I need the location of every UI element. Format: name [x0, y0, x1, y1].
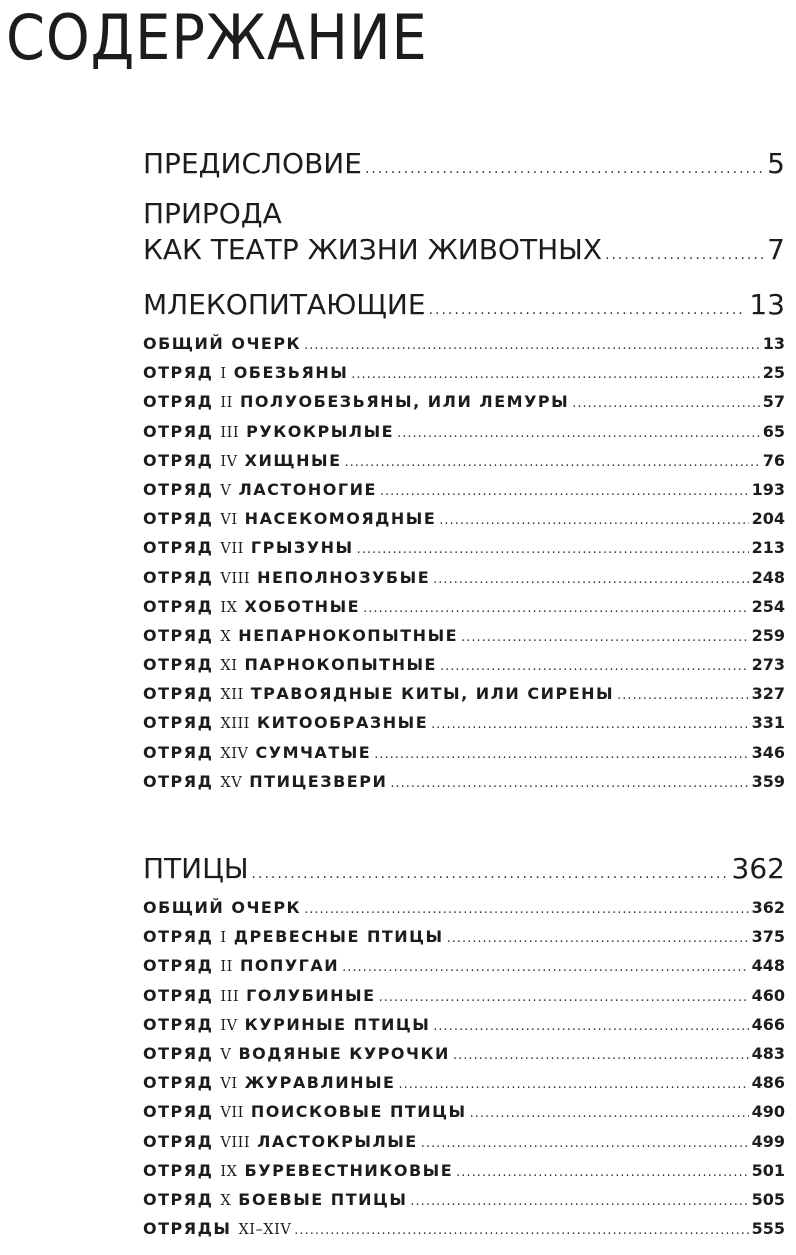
order-prefix: ОТРЯД: [143, 363, 214, 383]
order-roman-numeral: II: [220, 395, 233, 412]
toc-page-number: 259: [751, 625, 785, 645]
dot-leader: [304, 331, 760, 360]
toc-entry-label: МЛЕКОПИТАЮЩИЕ: [143, 288, 426, 321]
order-prefix: ОТРЯД: [143, 1189, 214, 1209]
toc-page-number: 25: [762, 363, 785, 383]
order-roman-numeral: X: [220, 628, 232, 645]
order-prefix: ОТРЯД: [143, 479, 214, 499]
dot-leader: [342, 953, 748, 982]
toc-entry-order[interactable]: [143, 738, 785, 767]
toc-entry-order[interactable]: [143, 893, 785, 922]
toc-page-number: 5: [767, 147, 785, 180]
toc-entry-order[interactable]: [143, 475, 785, 504]
toc-entry-preface[interactable]: [143, 146, 785, 182]
toc-entry-label: [143, 1127, 418, 1158]
dot-leader: [351, 360, 759, 389]
toc-entry-label: [143, 951, 339, 982]
dot-leader: [429, 292, 747, 328]
toc-page-number: 248: [751, 567, 785, 587]
toc-page-number: 254: [751, 596, 785, 616]
toc-entry-order[interactable]: [143, 358, 785, 387]
toc-entry-label: [143, 621, 458, 652]
dot-leader: [363, 594, 749, 623]
dot-leader: [440, 652, 749, 681]
order-name: ЛАСТОКРЫЛЫЕ: [257, 1131, 418, 1151]
toc-page-number: 375: [751, 927, 785, 947]
order-name: ПОПУГАИ: [239, 956, 340, 976]
order-roman-numeral: VI: [220, 512, 238, 529]
toc-entry-label: [143, 417, 394, 448]
toc-entry-label: [143, 738, 371, 769]
toc-entry-label: [143, 679, 614, 710]
order-name: ПОИСКОВЫЕ ПТИЦЫ: [250, 1102, 467, 1122]
toc-entry-label: [143, 708, 428, 739]
dot-leader: [433, 565, 748, 594]
order-roman-numeral: VII: [220, 1105, 244, 1122]
order-prefix: ОБЩИЙ ОЧЕРК: [143, 334, 302, 353]
order-roman-numeral: VIII: [220, 570, 251, 587]
dot-leader: [345, 448, 760, 477]
toc-entry-label: [143, 533, 354, 564]
order-roman-numeral: VII: [220, 541, 244, 558]
order-name: НАСЕКОМОЯДНЫЕ: [244, 509, 437, 529]
order-prefix: ОТРЯД: [143, 392, 214, 412]
toc-entry-label: [143, 1097, 467, 1128]
toc-entry-order[interactable]: [143, 650, 785, 679]
order-prefix: ОТРЯД: [143, 1073, 214, 1093]
order-roman-numeral: IX: [220, 1163, 238, 1180]
order-roman-numeral: X: [220, 1192, 232, 1209]
toc-entry-order[interactable]: [143, 1097, 785, 1126]
toc-page-number: 273: [751, 655, 785, 675]
order-prefix: ОТРЯД: [143, 538, 214, 558]
order-name: ГОЛУБИНЫЕ: [246, 985, 376, 1005]
dot-leader: [605, 237, 764, 273]
toc-entry-order[interactable]: [143, 563, 785, 592]
order-name: ПАРНОКОПЫТНЫЕ: [244, 655, 437, 675]
toc-page-number: 362: [751, 898, 785, 917]
toc-entry-order[interactable]: [143, 1127, 785, 1156]
toc-entry-order[interactable]: [143, 679, 785, 708]
dot-leader: [433, 1012, 748, 1041]
toc-entry-order[interactable]: [143, 981, 785, 1010]
toc-page-number: 57: [762, 392, 785, 412]
order-prefix: ОТРЯДЫ: [143, 1219, 232, 1239]
dot-leader: [397, 419, 760, 448]
dot-leader: [470, 1099, 749, 1128]
order-name: ТРАВОЯДНЫЕ КИТЫ, ИЛИ СИРЕНЫ: [250, 684, 615, 704]
order-name: ДРЕВЕСНЫЕ ПТИЦЫ: [233, 927, 444, 947]
order-name: ХОБОТНЫЕ: [244, 596, 361, 616]
order-roman-numeral: I: [220, 366, 227, 383]
dot-leader: [447, 924, 749, 953]
toc-mammals-list: [143, 329, 785, 796]
order-prefix: ОТРЯД: [143, 625, 214, 645]
order-prefix: ОТРЯД: [143, 655, 214, 675]
toc-entry-order[interactable]: [143, 951, 785, 980]
dot-leader: [431, 710, 748, 739]
order-prefix: ОТРЯД: [143, 421, 214, 441]
order-roman-numeral: XV: [220, 774, 243, 791]
order-prefix: ОБЩИЙ ОЧЕРК: [143, 898, 302, 917]
order-prefix: ОТРЯД: [143, 985, 214, 1005]
order-prefix: ОТРЯД: [143, 567, 214, 587]
toc-entry-mammals[interactable]: [143, 287, 785, 323]
order-prefix: ОТРЯД: [143, 1160, 214, 1180]
order-name: ХИЩНЫЕ: [244, 450, 342, 470]
dot-leader: [461, 623, 749, 652]
toc-entry-order[interactable]: [143, 592, 785, 621]
dot-leader: [572, 389, 760, 418]
toc-page-number: 490: [751, 1102, 785, 1122]
order-name: ЖУРАВЛИНЫЕ: [244, 1073, 396, 1093]
toc-page-number: 499: [751, 1131, 785, 1151]
toc-page-number: 204: [751, 509, 785, 529]
dot-leader: [390, 769, 748, 798]
dot-leader: [294, 1216, 748, 1245]
dot-leader: [357, 535, 749, 564]
dot-leader: [380, 477, 749, 506]
dot-leader: [379, 983, 749, 1012]
toc-entry-nature[interactable]: [143, 232, 785, 268]
toc-entry-label: [143, 767, 387, 798]
order-prefix: ОТРЯД: [143, 771, 214, 791]
order-prefix: ОТРЯД: [143, 713, 214, 733]
toc-entry-order[interactable]: [143, 533, 785, 562]
toc-entry-order[interactable]: [143, 1039, 785, 1068]
toc-page-number: 483: [751, 1043, 785, 1063]
order-name: ПТИЦЕЗВЕРИ: [249, 771, 388, 791]
toc-entry-label: ПТИЦЫ: [143, 852, 249, 885]
order-roman-numeral: II: [220, 959, 233, 976]
toc-birds-section: [143, 851, 785, 1243]
dot-leader: [617, 681, 748, 710]
toc-page-number: 486: [751, 1073, 785, 1093]
toc-entry-nature-line1[interactable]: ПРИРОДА: [143, 197, 282, 230]
toc-page-number: 76: [762, 450, 785, 470]
toc-entry-order[interactable]: [143, 621, 785, 650]
toc-entry-order[interactable]: [143, 329, 785, 358]
order-roman-numeral: XI–XIV: [238, 1222, 292, 1239]
order-name: СУМЧАТЫЕ: [255, 742, 372, 762]
dot-leader: [453, 1041, 749, 1070]
order-roman-numeral: IV: [220, 453, 238, 470]
toc-page-number: 346: [751, 742, 785, 762]
toc-entry-label: [143, 893, 301, 922]
order-roman-numeral: XII: [220, 687, 244, 704]
toc-entry-order[interactable]: [143, 504, 785, 533]
order-prefix: ОТРЯД: [143, 1014, 214, 1034]
order-roman-numeral: XIII: [220, 716, 250, 733]
order-prefix: ОТРЯД: [143, 1102, 214, 1122]
toc-page-number: 7: [767, 233, 785, 266]
toc-entry-label: [143, 563, 430, 594]
order-name: НЕПАРНОКОПЫТНЫЕ: [238, 625, 459, 645]
order-prefix: ОТРЯД: [143, 509, 214, 529]
dot-leader: [439, 506, 748, 535]
order-name: КИТООБРАЗНЫЕ: [256, 713, 429, 733]
toc-entry-order[interactable]: [143, 417, 785, 446]
dot-leader: [398, 1070, 748, 1099]
toc-page-number: 466: [751, 1014, 785, 1034]
toc-page-number: 327: [751, 684, 785, 704]
order-roman-numeral: XIV: [220, 745, 249, 762]
order-roman-numeral: V: [220, 482, 232, 499]
toc-entry-label: [143, 1214, 291, 1245]
toc-preface-section: [143, 146, 785, 182]
toc-entry-order[interactable]: [143, 767, 785, 796]
order-prefix: ОТРЯД: [143, 1043, 214, 1063]
toc-entry-label: [143, 1185, 407, 1216]
order-name: ЛАСТОНОГИЕ: [238, 479, 377, 499]
toc-entry-order[interactable]: [143, 387, 785, 416]
order-prefix: ОТРЯД: [143, 596, 214, 616]
toc-entry-label: [143, 981, 376, 1012]
toc-page-number: 213: [751, 538, 785, 558]
order-roman-numeral: I: [220, 930, 227, 947]
toc-entry-label: [143, 1068, 395, 1099]
toc-entry-order[interactable]: [143, 1010, 785, 1039]
toc-entry-label: [143, 1039, 450, 1070]
toc-page-number: 362: [731, 852, 785, 885]
toc-page-number: 331: [751, 713, 785, 733]
toc-entry-order[interactable]: [143, 446, 785, 475]
order-name: ПОЛУОБЕЗЬЯНЫ, ИЛИ ЛЕМУРЫ: [239, 392, 570, 412]
order-name: ГРЫЗУНЫ: [250, 538, 354, 558]
toc-page-number: 505: [751, 1189, 785, 1209]
order-prefix: ОТРЯД: [143, 684, 214, 704]
order-prefix: ОТРЯД: [143, 1131, 214, 1151]
dot-leader: [365, 151, 764, 187]
toc-page-number: 193: [751, 479, 785, 499]
toc-entry-birds[interactable]: [143, 851, 785, 887]
toc-entry-order[interactable]: [143, 1068, 785, 1097]
toc-entry-label: [143, 475, 377, 506]
toc-entry-order[interactable]: [143, 1185, 785, 1214]
order-name: ОБЕЗЬЯНЫ: [233, 363, 349, 383]
toc-page-number: 13: [749, 288, 785, 321]
toc-page-number: 501: [751, 1160, 785, 1180]
toc-entry-label: [143, 387, 569, 418]
toc-entry-label: [143, 922, 444, 953]
order-name: КУРИНЫЕ ПТИЦЫ: [244, 1014, 431, 1034]
toc-entry-label: [143, 329, 301, 358]
toc-entry-label: [143, 504, 436, 535]
order-roman-numeral: VIII: [220, 1134, 251, 1151]
order-roman-numeral: III: [220, 988, 240, 1005]
toc-page-number: 359: [751, 771, 785, 791]
toc-entry-label: [143, 1010, 430, 1041]
toc-entry-label: [143, 446, 342, 477]
toc-entry-label: КАК ТЕАТР ЖИЗНИ ЖИВОТНЫХ: [143, 233, 603, 266]
toc-page-number: 448: [751, 956, 785, 976]
toc-entry-label: ПРЕДИСЛОВИЕ: [143, 147, 362, 180]
page-title: СОДЕРЖАНИЕ: [6, 1, 428, 74]
order-prefix: ОТРЯД: [143, 927, 214, 947]
order-roman-numeral: VI: [220, 1076, 238, 1093]
order-roman-numeral: IX: [220, 599, 238, 616]
toc-entry-label: [143, 358, 348, 389]
dot-leader: [304, 895, 748, 924]
order-roman-numeral: III: [220, 424, 240, 441]
order-roman-numeral: IV: [220, 1017, 238, 1034]
order-name: НЕПОЛНОЗУБЫЕ: [257, 567, 431, 587]
order-prefix: ОТРЯД: [143, 450, 214, 470]
toc-entry-label: [143, 1156, 453, 1187]
dot-leader: [410, 1187, 748, 1216]
toc-entry-order[interactable]: [143, 1214, 785, 1243]
toc-entry-order[interactable]: [143, 1156, 785, 1185]
dot-leader: [456, 1158, 748, 1187]
dot-leader: [252, 856, 729, 892]
toc-page-number: 65: [762, 421, 785, 441]
order-name: БУРЕВЕСТНИКОВЫЕ: [244, 1160, 454, 1180]
dot-leader: [421, 1129, 749, 1158]
order-name: ВОДЯНЫЕ КУРОЧКИ: [238, 1043, 450, 1063]
order-roman-numeral: XI: [220, 658, 238, 675]
order-name: БОЕВЫЕ ПТИЦЫ: [238, 1189, 408, 1209]
order-prefix: ОТРЯД: [143, 742, 214, 762]
toc-entry-order[interactable]: [143, 708, 785, 737]
toc-birds-list: [143, 893, 785, 1243]
toc-page-number: 460: [751, 985, 785, 1005]
order-name: РУКОКРЫЛЫЕ: [246, 421, 395, 441]
toc-entry-order[interactable]: [143, 922, 785, 951]
toc-nature-section: [143, 196, 785, 268]
order-roman-numeral: V: [220, 1046, 232, 1063]
toc-entry-label: [143, 592, 360, 623]
toc-mammals-section: [143, 287, 785, 796]
dot-leader: [374, 740, 748, 769]
order-prefix: ОТРЯД: [143, 956, 214, 976]
toc-page-number: 555: [751, 1219, 785, 1239]
toc-entry-label: [143, 650, 437, 681]
toc-page-number: 13: [762, 334, 785, 353]
